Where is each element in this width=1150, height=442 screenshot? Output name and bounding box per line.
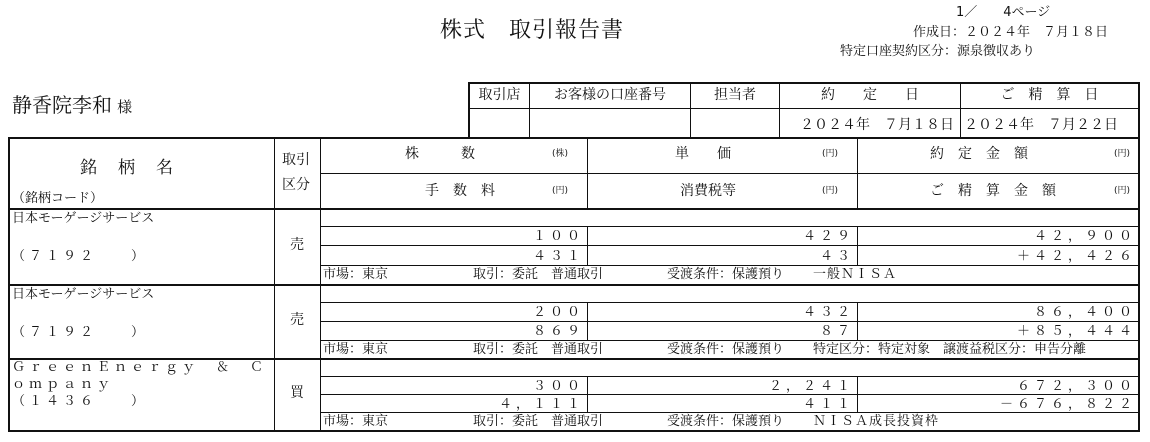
row-fee: ４３１: [532, 249, 584, 264]
col-code: （銘柄コード）: [12, 191, 104, 206]
contract-date-label: 約 定 日: [821, 87, 919, 103]
row-note: ＮＩＳＡ成長投資枠: [813, 414, 940, 429]
row-market: 市場：東京: [323, 414, 389, 429]
col-shares: 株 数: [405, 146, 475, 162]
row-shares: ２００: [532, 305, 584, 320]
page-title: 株式 取引報告書: [440, 18, 625, 43]
contract-date: ２０２４年 ７月１８日: [800, 117, 954, 133]
col-kind-2: 区分: [282, 177, 310, 193]
col-price-unit: (円): [822, 149, 839, 159]
row-code: （１４３６ ）: [12, 394, 149, 409]
row-settle: －６７６，８２２: [999, 397, 1136, 412]
branch-label: 取引店: [478, 87, 521, 103]
col-name: 銘 柄 名: [80, 158, 175, 178]
row-tax: ４１１: [802, 397, 854, 412]
row-tax: ８７: [819, 324, 854, 339]
row-market: 市場：東京: [323, 342, 389, 357]
customer-block: [12, 95, 132, 115]
row-delivery: 受渡条件：保護預り: [667, 267, 785, 282]
staff-label: 担当者: [714, 87, 756, 103]
row-delivery: 受渡条件：保護預り: [667, 342, 785, 357]
row-trade: 取引：委託 普通取引: [473, 414, 604, 429]
row-shares: ３００: [532, 379, 584, 394]
row-trade: 取引：委託 普通取引: [473, 342, 604, 357]
col-tax-unit: (円): [822, 186, 839, 196]
row-settle: ＋８５，４４４: [1016, 324, 1136, 339]
col-amount: 約 定 金 額: [930, 146, 1028, 162]
row-fee: ８６９: [532, 324, 584, 339]
col-price: 単 価: [675, 146, 731, 162]
row-kind: 売: [290, 312, 304, 328]
row-code: （７１９２ ）: [12, 249, 149, 264]
created-date: 作成日：２０２４年 ７月１８日: [913, 25, 1109, 40]
row-note: 特定区分：特定対象 譲渡益税区分：申告分離: [813, 342, 1087, 357]
row-amount: ４２，９００: [1033, 229, 1136, 244]
col-fee: 手 数 料: [425, 183, 495, 199]
account-type: 特定口座契約区分：源泉徴収あり: [840, 44, 1036, 59]
row-settle: ＋４２，４２６: [1016, 249, 1136, 264]
customer-name: 静香院李和: [12, 93, 112, 117]
customer-honorific: 様: [117, 98, 133, 116]
col-kind-1: 取引: [282, 152, 310, 168]
row-price: ２，２４１: [768, 379, 854, 394]
settle-date-label: ご 精 算 日: [1000, 87, 1099, 103]
row-code: （７１９２ ）: [12, 325, 149, 340]
row-price: ４３２: [802, 305, 854, 320]
row-name: 日本モーゲージサービス: [12, 287, 155, 302]
row-shares: １００: [532, 229, 584, 244]
col-tax: 消費税等: [680, 183, 736, 199]
row-name: 日本モーゲージサービス: [12, 211, 155, 226]
row-note: 一般ＮＩＳＡ: [813, 267, 898, 282]
settle-date: ２０２４年 ７月２２日: [964, 117, 1118, 133]
row-kind: 買: [290, 385, 304, 401]
row-kind: 売: [290, 237, 304, 253]
col-settle: ご 精 算 金 額: [930, 183, 1056, 199]
account-label: お客様の口座番号: [554, 87, 666, 103]
col-amount-unit: (円): [1114, 149, 1131, 159]
row-name-line-2: ｏｍｐａｎｙ: [12, 377, 115, 392]
row-tax: ４３: [819, 249, 854, 264]
page-number: 1／ 4ページ: [956, 5, 1051, 20]
row-delivery: 受渡条件：保護預り: [667, 414, 785, 429]
row-market: 市場：東京: [323, 267, 389, 282]
col-fee-unit: (円): [552, 186, 569, 196]
row-fee: ４，１１１: [498, 397, 584, 412]
row-trade: 取引：委託 普通取引: [473, 267, 604, 282]
col-shares-unit: (株): [552, 149, 569, 159]
row-price: ４２９: [802, 229, 854, 244]
row-name-line-1: ＧｒｅｅｎＥｎｅｒｇｙ ＆ Ｃ: [12, 360, 268, 375]
col-settle-unit: (円): [1114, 186, 1131, 196]
row-amount: ６７２，３００: [1016, 379, 1136, 394]
row-amount: ８６，４００: [1033, 305, 1136, 320]
